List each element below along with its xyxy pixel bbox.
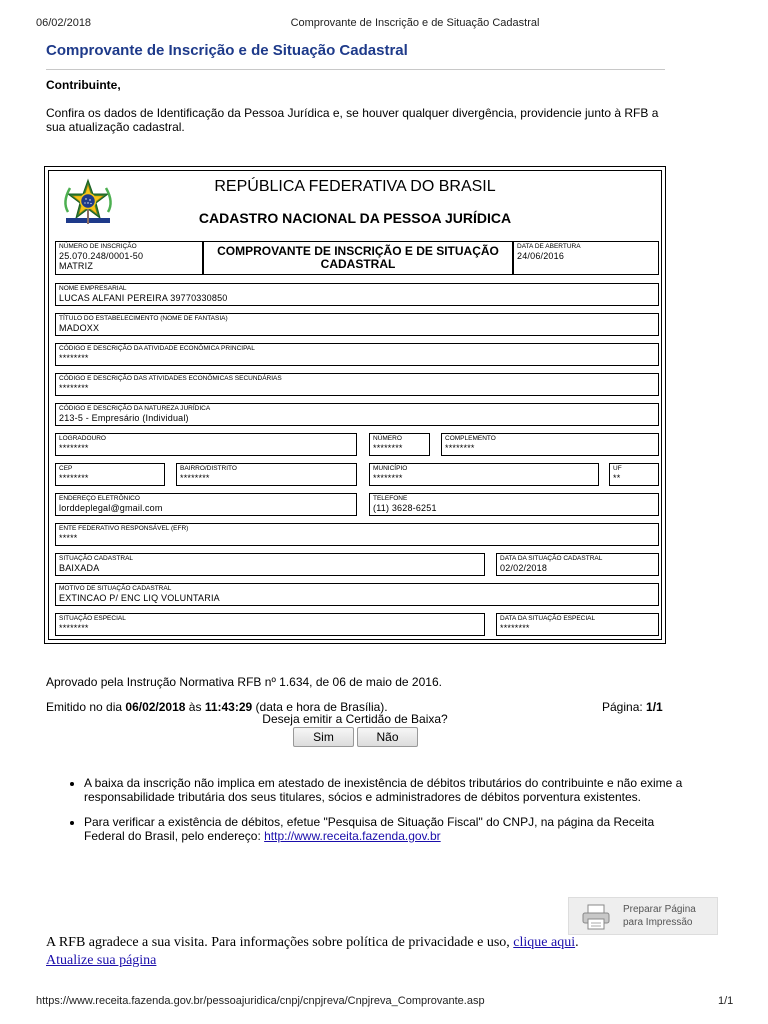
- field-label: DATA DA SITUAÇÃO ESPECIAL: [500, 615, 596, 622]
- field-label: CÓDIGO E DESCRIÇÃO DA NATUREZA JURÍDICA: [59, 405, 211, 412]
- print-url: https://www.receita.fazenda.gov.br/pessoajuridica/cnpj/cnpjreva/Cnpjreva_Comprovante.asp: [36, 995, 485, 1007]
- privacy-link[interactable]: clique aqui: [513, 935, 576, 950]
- note-baixa: A baixa da inscrição não implica em atestado de inexistência de débitos tributários do contribuinte e não exime a responsabilidade tributária dos seus titulares, sócios e administradores de débitos porventura existentes.: [84, 776, 683, 804]
- page-label: Página:: [602, 700, 643, 714]
- field-logradouro: [55, 433, 357, 456]
- field-data-abertura: [513, 241, 659, 275]
- field-label: DATA DA SITUAÇÃO CADASTRAL: [500, 555, 603, 562]
- field-value: ********: [373, 443, 403, 453]
- issued-date: 06/02/2018: [125, 700, 186, 714]
- field-value: lorddeplegal@gmail.com: [59, 503, 163, 513]
- field-value: ********: [180, 473, 210, 483]
- field-value: LUCAS ALFANI PEREIRA 39770330850: [59, 293, 228, 303]
- field-label: CÓDIGO E DESCRIÇÃO DA ATIVIDADE ECONÔMICA PRINCIPAL: [59, 345, 255, 352]
- field-value: MADOXX: [59, 323, 100, 333]
- field-label: BAIRRO/DISTRITO: [180, 465, 237, 472]
- print-page-button[interactable]: [568, 897, 718, 935]
- field-uf: [609, 463, 659, 486]
- field-value: ********: [59, 623, 89, 633]
- list-item: [84, 815, 692, 843]
- field-label: SITUAÇÃO CADASTRAL: [59, 555, 134, 562]
- printer-icon: [581, 903, 611, 931]
- field-label: TELEFONE: [373, 495, 408, 502]
- field-atividades-secundarias: [55, 373, 659, 396]
- field-numero-inscricao: [55, 241, 203, 275]
- country-title: REPÚBLICA FEDERATIVA DO BRASIL: [214, 178, 496, 195]
- field-label: MUNICÍPIO: [373, 465, 408, 472]
- field-value: BAIXADA: [59, 563, 100, 573]
- field-atividade-principal: [55, 343, 659, 366]
- registry-title: CADASTRO NACIONAL DA PESSOA JURÍDICA: [198, 210, 512, 226]
- field-value: **: [613, 473, 621, 483]
- issued-mid: às: [188, 700, 202, 714]
- page-value: 1/1: [646, 700, 663, 714]
- sim-button[interactable]: Sim: [293, 727, 354, 747]
- field-label: MOTIVO DE SITUAÇÃO CADASTRAL: [59, 585, 172, 592]
- field-value: ********: [373, 473, 403, 483]
- title-divider: [46, 69, 665, 70]
- doc-title: COMPROVANTE DE INSCRIÇÃO E DE SITUAÇÃO CADASTRAL: [217, 244, 499, 271]
- nao-button[interactable]: Não: [357, 727, 418, 747]
- field-value: 213-5 - Empresário (Individual): [59, 413, 189, 423]
- field-value: (11) 3628-6251: [373, 503, 437, 513]
- greeting: Contribuinte,: [46, 78, 121, 92]
- field-value: 02/02/2018: [500, 563, 548, 573]
- field-value-extra: MATRIZ: [59, 261, 94, 271]
- field-situacao-especial: [55, 613, 485, 636]
- field-label: LOGRADOURO: [59, 435, 106, 442]
- field-label: CEP: [59, 465, 73, 472]
- issued-suffix: (data e hora de Brasília).: [255, 700, 388, 714]
- thanks-text: A RFB agradece a sua visita. Para informações sobre política de privacidade e uso,: [46, 935, 510, 950]
- field-natureza-juridica: [55, 403, 659, 426]
- field-cep: [55, 463, 165, 486]
- field-titulo-estabelecimento: [55, 313, 659, 336]
- note-debitos: Para verificar a existência de débitos, efetue "Pesquisa de Situação Fiscal" do CNPJ, na página da Receita Federal do Brasil, pelo endereço:: [84, 815, 655, 843]
- list-item: [84, 776, 692, 804]
- refresh-link[interactable]: Atualize sua página: [46, 953, 157, 968]
- print-label-2: para Impressão: [623, 917, 693, 928]
- field-label: ENTE FEDERATIVO RESPONSÁVEL (EFR): [59, 525, 189, 532]
- certidao-question: Deseja emitir a Certidão de Baixa?: [262, 712, 448, 726]
- field-value: ********: [445, 443, 475, 453]
- print-label-1: Preparar Página: [623, 904, 696, 915]
- field-label: UF: [613, 465, 622, 472]
- page-title: Comprovante de Inscrição e de Situação Cadastral: [46, 42, 408, 59]
- field-label: COMPLEMENTO: [445, 435, 496, 442]
- field-label: ENDEREÇO ELETRÔNICO: [59, 495, 140, 502]
- issued-prefix: Emitido no dia: [46, 700, 123, 714]
- field-value: EXTINCAO P/ ENC LIQ VOLUNTARIA: [59, 593, 220, 603]
- field-data-situacao: [496, 553, 659, 576]
- field-label: DATA DE ABERTURA: [517, 243, 581, 250]
- print-page-title: Comprovante de Inscrição e de Situação Cadastral: [290, 17, 540, 29]
- field-label: NÚMERO DE INSCRIÇÃO: [59, 243, 137, 250]
- issued-time: 11:43:29: [204, 700, 253, 714]
- field-data-situacao-especial: [496, 613, 659, 636]
- field-label: NÚMERO: [373, 435, 402, 442]
- field-motivo: [55, 583, 659, 606]
- receita-link[interactable]: http://www.receita.fazenda.gov.br: [264, 829, 441, 843]
- field-complemento: [441, 433, 659, 456]
- doc-title-box: [203, 241, 513, 275]
- field-label: NOME EMPRESARIAL: [59, 285, 127, 292]
- field-value: ********: [500, 623, 530, 633]
- page-indicator: [602, 700, 663, 714]
- field-email: [55, 493, 357, 516]
- approval-text: Aprovado pela Instrução Normativa RFB nº 1.634, de 06 de maio de 2016.: [46, 675, 442, 689]
- field-value: ********: [59, 383, 89, 393]
- print-page-count: 1/1: [718, 995, 734, 1007]
- field-municipio: [369, 463, 599, 486]
- intro-text: Confira os dados de Identificação da Pessoa Jurídica e, se houver qualquer divergência, providencie junto à RFB a sua atualização cadastral.: [46, 106, 659, 134]
- field-value: 25.070.248/0001-50: [59, 251, 144, 261]
- field-efr: [55, 523, 659, 546]
- print-date: 06/02/2018: [36, 17, 92, 29]
- field-bairro: [176, 463, 357, 486]
- field-value: ********: [59, 473, 89, 483]
- field-label: CÓDIGO E DESCRIÇÃO DAS ATIVIDADES ECONÔMICAS SECUNDÁRIAS: [59, 375, 282, 382]
- notes-list: [64, 776, 692, 854]
- field-nome-empresarial: [55, 283, 659, 306]
- field-situacao-cadastral: [55, 553, 485, 576]
- field-label: SITUAÇÃO ESPECIAL: [59, 615, 126, 622]
- thanks-line: A RFB agradece a sua visita. Para informações sobre política de privacidade e uso, clique aqui.: [46, 935, 579, 950]
- refresh-line: [46, 953, 156, 969]
- field-value: 24/06/2016: [517, 251, 565, 261]
- field-value: *****: [59, 533, 78, 543]
- field-numero: [369, 433, 430, 456]
- field-telefone: [369, 493, 659, 516]
- field-value: ********: [59, 443, 89, 453]
- field-value: ********: [59, 353, 89, 363]
- field-label: TÍTULO DO ESTABELECIMENTO (NOME DE FANTASIA): [59, 315, 228, 322]
